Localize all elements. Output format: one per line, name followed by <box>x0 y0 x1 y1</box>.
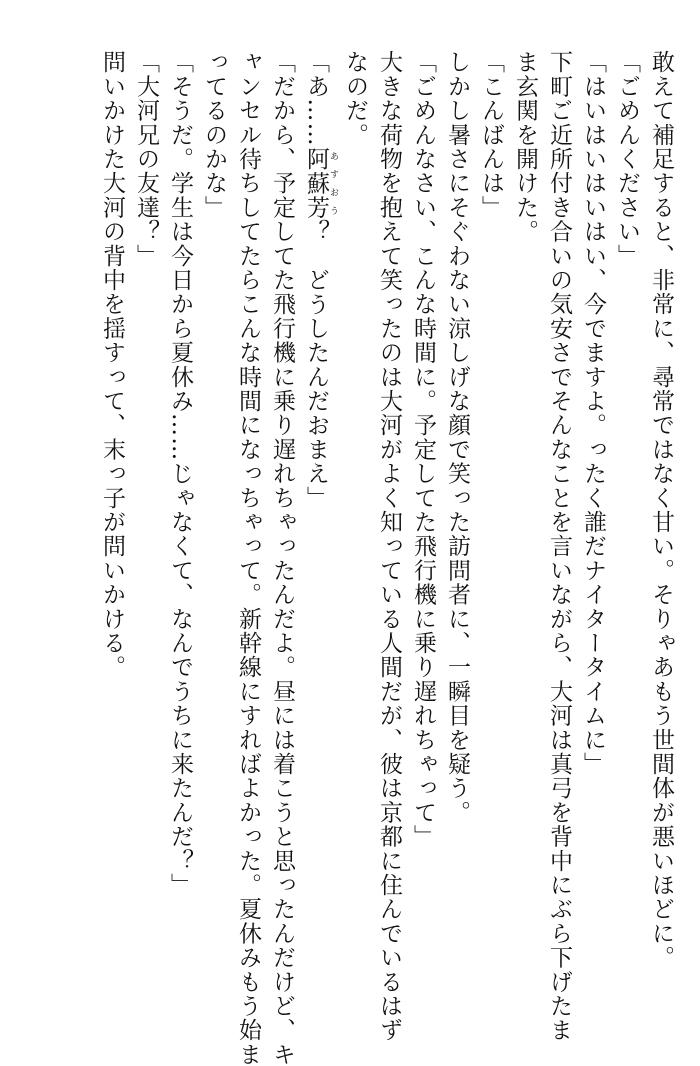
text-line: 問いかけた大河の背中を揺すって、末っ子が問いかける。 <box>99 50 125 680</box>
text-line: 「こんばんは」 <box>478 50 504 220</box>
text-line: ャンセル待ちしてたらこんな時間になっちゃって。新幹線にすればよかった。夏休みもう始ま <box>235 50 261 1066</box>
text-line: 「ごめんなさい、こんな時間に。予定してた飛行機に乗り遅れちゃって」 <box>410 50 436 849</box>
text-line: 敢えて補足すると、非常に、尋常ではなく甘い。そりゃあもう世間体が悪いほどに。 <box>648 50 674 970</box>
text-segment: ？ どうしたんだおまえ」 <box>303 219 329 510</box>
text-line: 「大河兄の友達？」 <box>133 50 159 268</box>
text-line: 「はいはいはいはい、今でますよ。ったく誰だナイタータイムに」 <box>580 50 606 776</box>
text-line: 大きな荷物を抱えて笑ったのは大河がよく知っている人間だが、彼は京都に住んでいるはず <box>376 50 402 1043</box>
text-line: ってるのかな」 <box>201 50 227 220</box>
ruby-name <box>303 146 338 220</box>
ruby-reading: あすおう <box>328 146 338 220</box>
text-line: 下町ご近所付き合いの気安さでそんなことを言いながら、大河は真弓を背中にぶら下げたま <box>546 50 572 1043</box>
text-line: なのだ。 <box>342 50 368 147</box>
text-segment: 「あ…… <box>303 50 329 147</box>
text-line: 「ごめんください」 <box>614 50 640 268</box>
text-line: 「だから、予定してた飛行機に乗り遅れちゃったんだよ。昼には着こうと思ったんだけど、キ <box>269 50 295 1066</box>
text-line-with-ruby <box>299 50 338 980</box>
text-line: ま玄関を開けた。 <box>512 50 538 244</box>
ruby-base: 阿蘇芳 <box>303 146 329 220</box>
vertical-text-body <box>95 50 678 1066</box>
text-line: しかし暑さにそぐわない涼しげな顔で笑った訪問者に、一瞬目を疑う。 <box>444 50 470 825</box>
text-line: 「そうだ。学生は今日から夏休み……じゃなくて、なんでうちに来たんだ？」 <box>167 50 193 897</box>
